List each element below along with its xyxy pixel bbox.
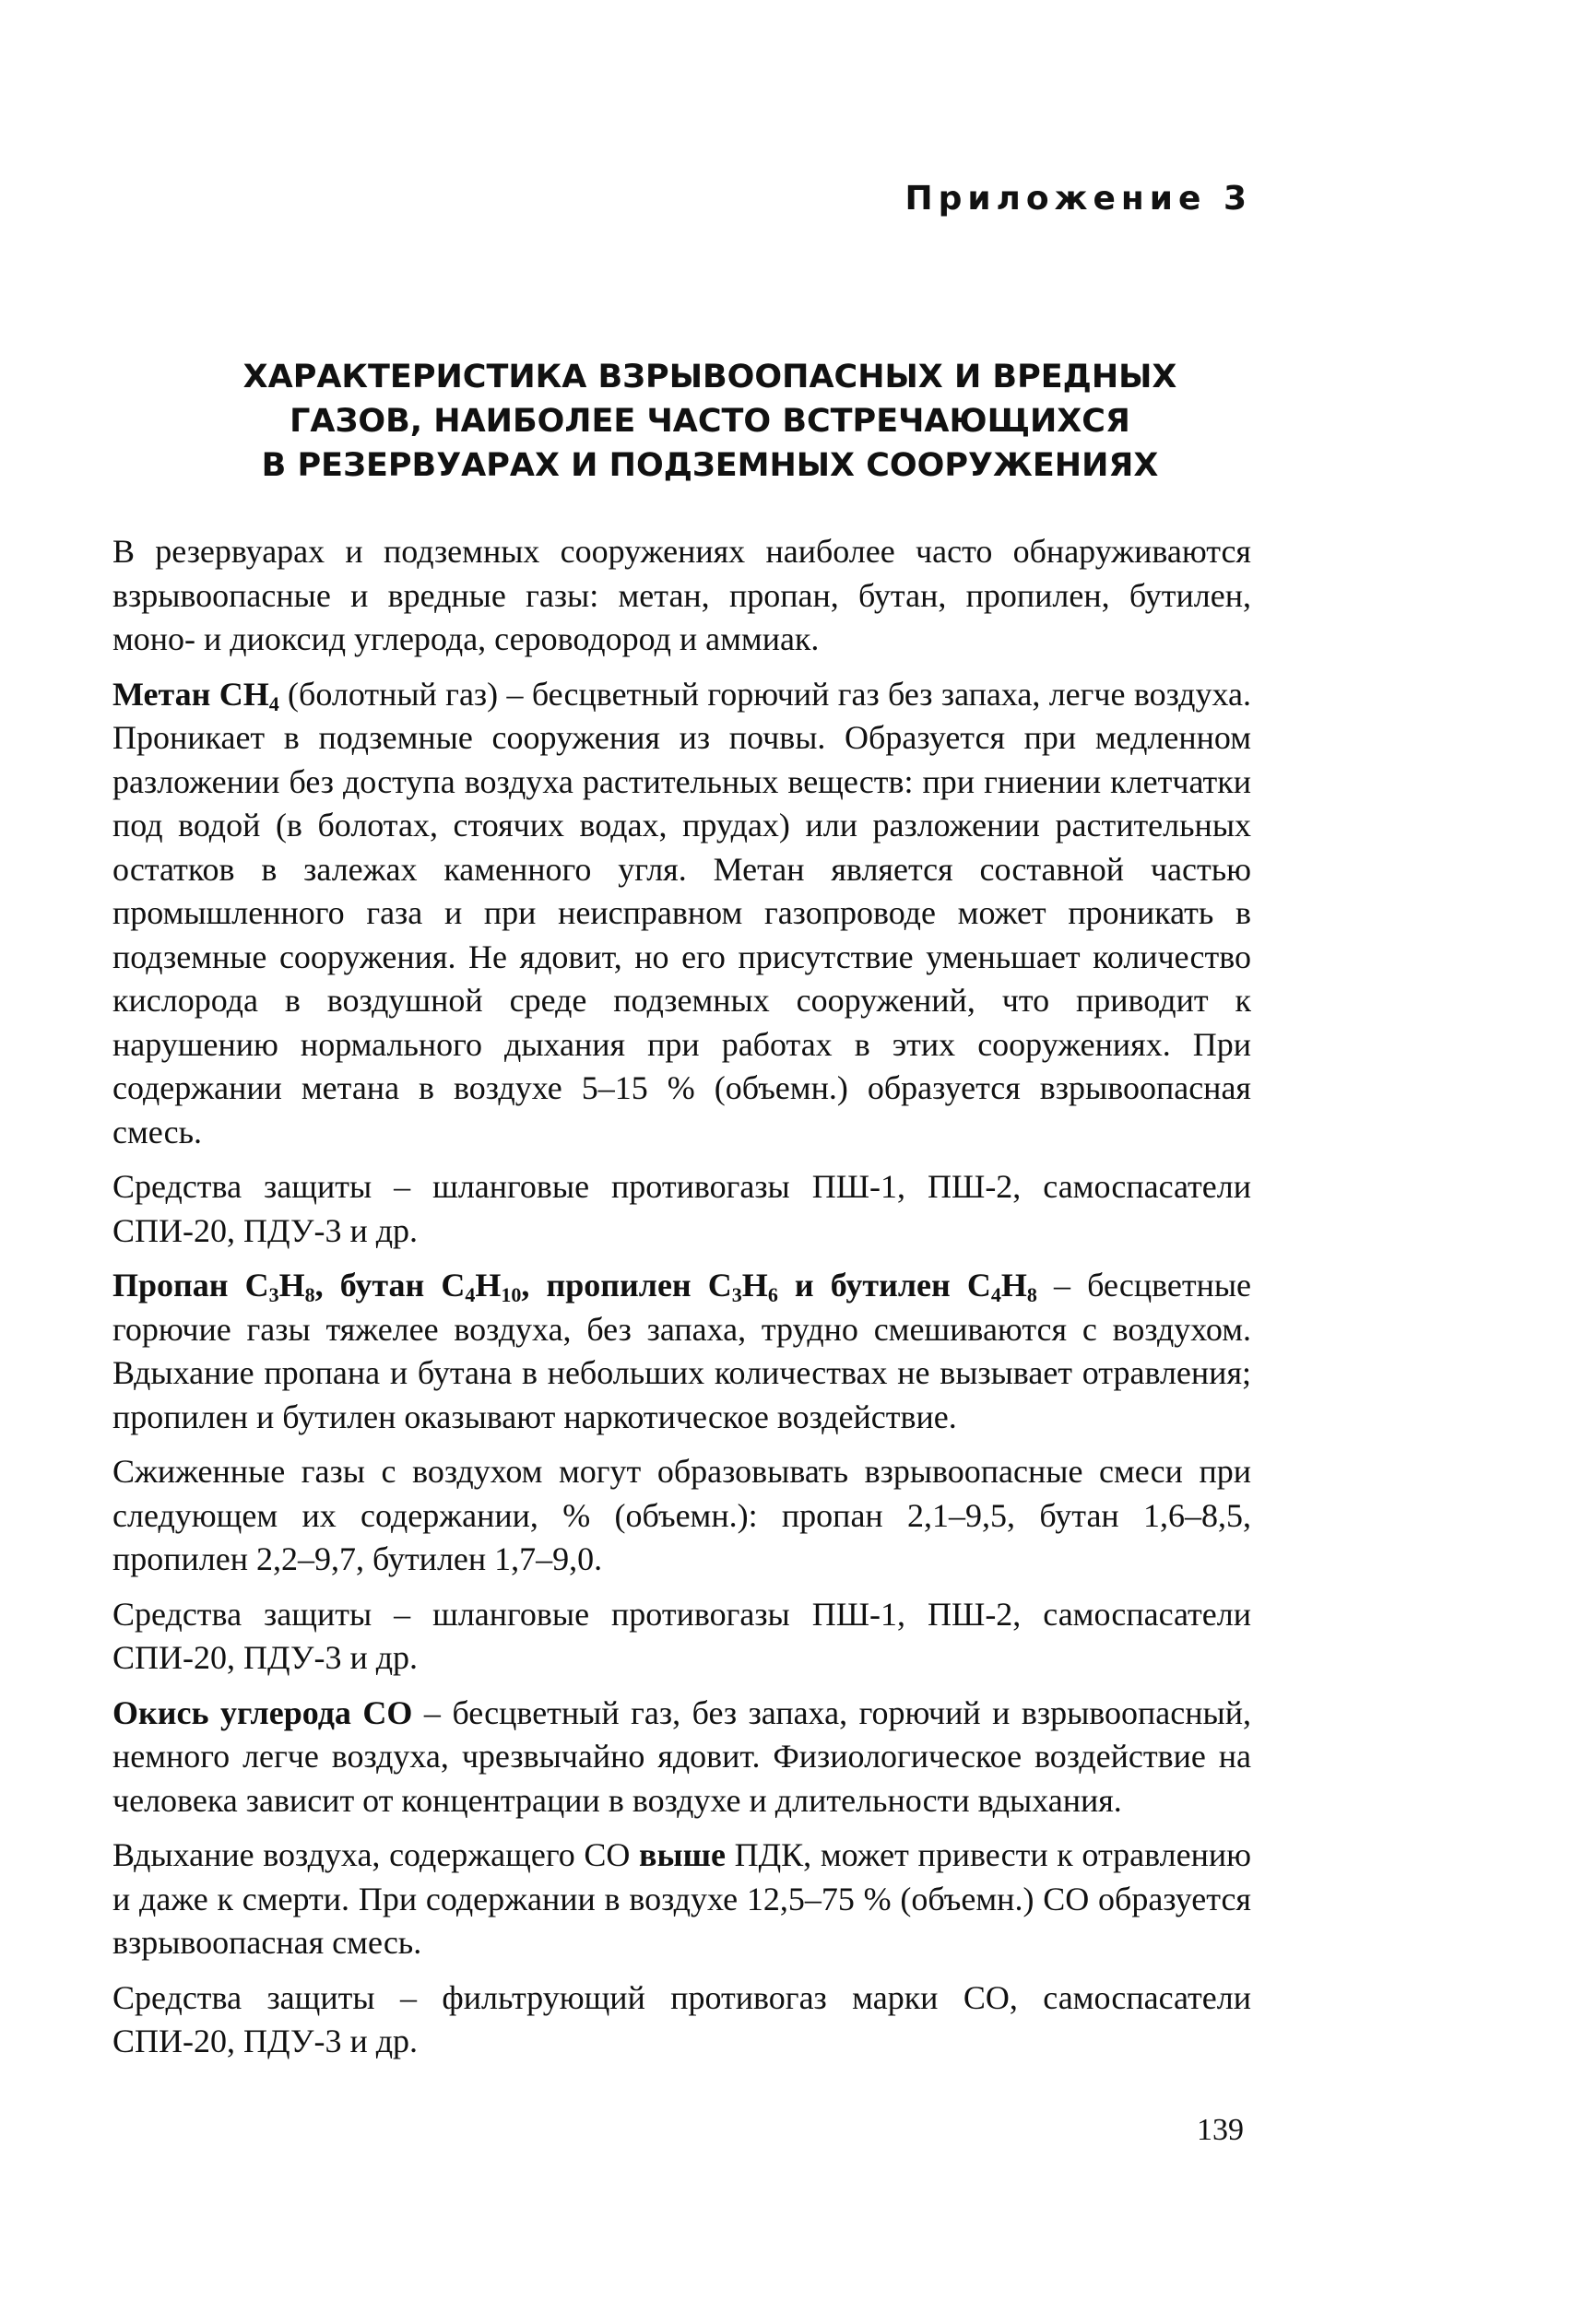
title-line-3: В РЕЗЕРВУАРАХ И ПОДЗЕМНЫХ СООРУЖЕНИЯХ	[261, 447, 1159, 484]
paragraph-protection-3: Средства защиты – фильтрующий противогаз марки CO, самоспасатели СПИ-20, ПДУ-3 и др.	[112, 1978, 1251, 2059]
butylene-h: H	[1000, 1267, 1027, 1304]
paragraph-co-inhale	[112, 1834, 1251, 1965]
co-inhale-end: ПДК, может привести к отравлению и даже к смерти. При содержании в воздухе 12,5–75 % (объемн.) CO образуется взрывоопасная смесь.	[112, 1836, 1251, 1961]
paragraph-intro: В резервуарах и подземных сооружениях наиболее часто обнаруживаются взрывоопасные и вредные газы: метан, пропан, бутан, пропилен, бутилен, моно- и диоксид углерода, сероводород и аммиак.	[112, 533, 1251, 657]
butane-sub-c: 4	[465, 1283, 476, 1306]
methane-term	[112, 676, 279, 713]
propane-text: – бесцветные горючие газы тяжелее воздуха, без запаха, трудно смешиваются с воздухом. Вдыхание пропана и бутана в небольших количествах не вызывает отравления; пропилен и бутилен оказывают наркотическое воздействие.	[112, 1267, 1252, 1435]
paragraph-protection-1: Средства защиты – шланговые противогазы ПШ-1, ПШ-2, самоспасатели СПИ-20, ПДУ-3 и др.	[112, 1168, 1251, 1249]
propane-sub-h: 8	[304, 1283, 315, 1306]
page-number: 139	[1197, 2113, 1244, 2147]
butylene-name: и бутилен C	[777, 1267, 991, 1304]
butylene-sub-c: 4	[990, 1283, 1001, 1306]
paragraph-propane	[112, 1264, 1251, 1439]
paragraph-co	[112, 1692, 1251, 1823]
butane-name: , бутан C	[314, 1267, 466, 1304]
methane-text: (болотный газ) – бесцветный горючий газ без запаха, легче воздуха. Проникает в подземные сооружения из почвы. Образуется при медленном разложении без доступа воздуха растительных веществ: при гниении клетчатки под водой (в болотах, стоячих водах, прудах) или разложении растительных остатков в залежах каменного угля. Метан является составной частью промышленного газа и при неисправном газопроводе может проникать в подземные сооружения. Не ядовит, но его присутствие уменьшает количество кислорода в воздушной среде подземных сооружений, что приводит к нарушению нормального дыхания при работах в этих сооружениях. При содержании метана в воздухе 5–15 % (объемн.) образуется взрывоопасная смесь.	[112, 675, 1251, 1150]
butane-sub-h: 10	[501, 1283, 522, 1306]
propylene-h: H	[741, 1267, 768, 1304]
body-text	[112, 530, 1251, 2064]
co-term: Окись углерода CO	[112, 1693, 413, 1731]
appendix-label: Приложение 3	[904, 180, 1252, 218]
title-line-1: ХАРАКТЕРИСТИКА ВЗРЫВООПАСНЫХ И ВРЕДНЫХ	[242, 359, 1177, 395]
page-title	[111, 355, 1309, 488]
propane-terms	[112, 1267, 1037, 1304]
co-inhale-bold: выше	[639, 1836, 726, 1873]
propane-name: Пропан C	[112, 1267, 269, 1304]
co-text: – бесцветный газ, без запаха, горючий и взрывоопасный, немного легче воздуха, чрезвычайно ядовит. Физиологическое воздействие на человека зависит от концентрации в воздухе и длительности вдыхания.	[112, 1693, 1251, 1819]
propylene-sub-c: 3	[731, 1283, 742, 1306]
butylene-sub-h: 8	[1026, 1283, 1037, 1306]
paragraph-protection-2: Средства защиты – шланговые противогазы ПШ-1, ПШ-2, самоспасатели СПИ-20, ПДУ-3 и др.	[112, 1595, 1251, 1676]
propylene-sub-h: 6	[767, 1283, 778, 1306]
butane-h: H	[475, 1267, 502, 1304]
propane-sub-c: 3	[268, 1283, 279, 1306]
paragraph-liquefied: Сжиженные газы с воздухом могут образовывать взрывоопасные смеси при следующем их содержании, % (объемн.): пропан 2,1–9,5, бутан 1,6–8,5, пропилен 2,2–9,7, бутилен 1,7–9,0.	[112, 1453, 1251, 1577]
methane-subscript: 4	[268, 691, 279, 715]
title-line-2: ГАЗОВ, НАИБОЛЕЕ ЧАСТО ВСТРЕЧАЮЩИХСЯ	[290, 403, 1130, 440]
methane-name: Метан CH	[112, 675, 269, 713]
co-inhale-start: Вдыхание воздуха, содержащего CO	[112, 1836, 640, 1873]
paragraph-methane	[112, 673, 1251, 1155]
propylene-name: , пропилен C	[521, 1267, 732, 1304]
propane-h: H	[278, 1267, 305, 1304]
